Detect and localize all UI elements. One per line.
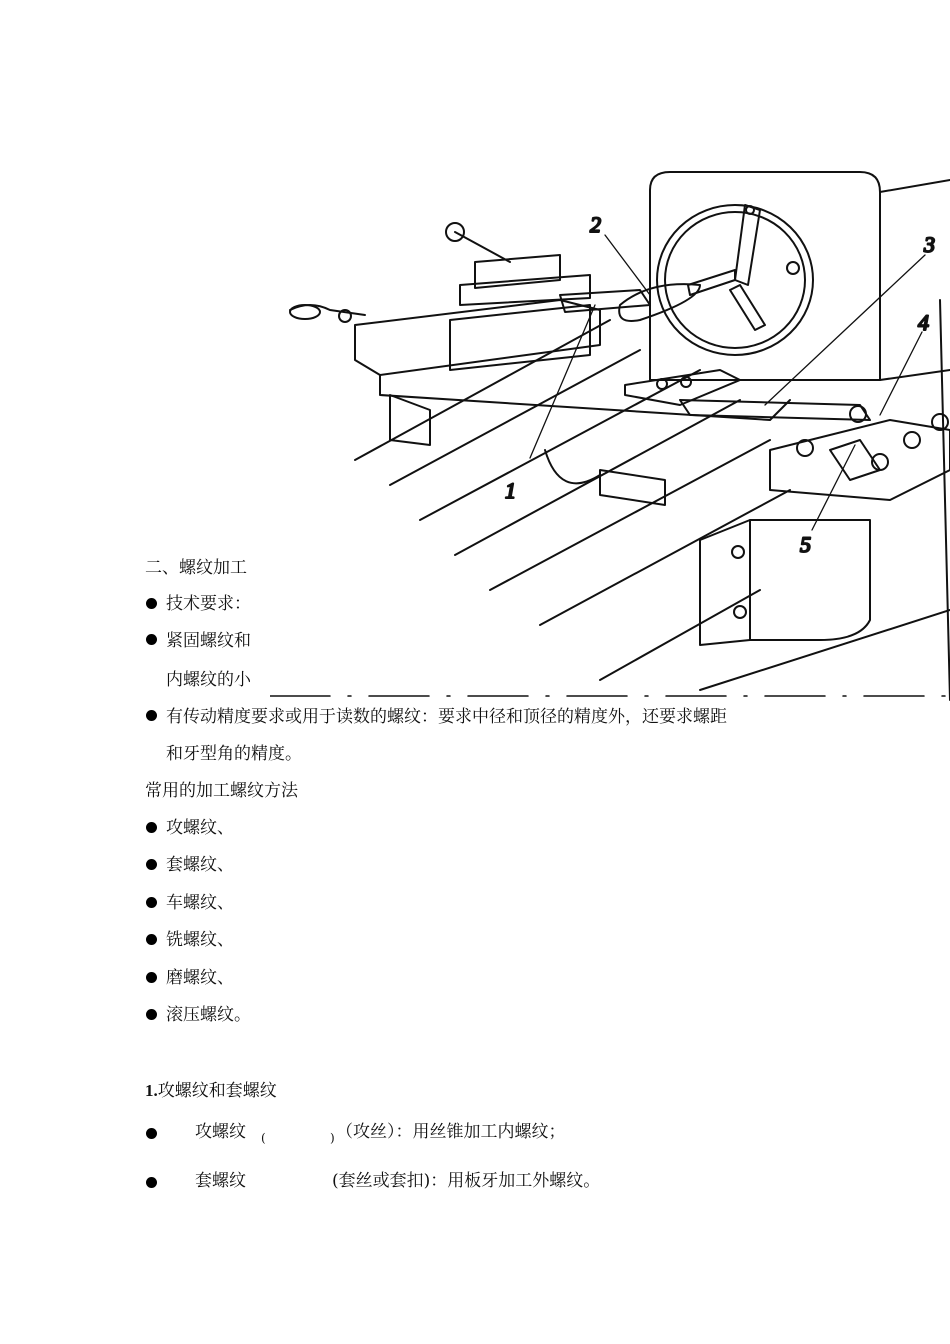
lathe-illustration [270,160,950,705]
cutting-tool [560,284,700,321]
lathe-bed [355,300,950,700]
bullet [146,897,157,908]
callout-1: 1 [505,478,516,503]
die-description: (套丝或套扣)：用板牙加工外螺纹。 [332,1171,601,1191]
subsection-title: 攻螺纹和套螺纹 [157,1081,277,1101]
headstock [650,172,950,380]
callout-5: 5 [800,532,811,557]
requirement-transmission-line1: 有传动精度要求或用于读数的螺纹：要求中径和顶径的精度外，还要求螺距 [166,707,727,727]
bullet [146,934,157,945]
method-item: 套螺纹、 [166,855,234,875]
bullet [146,1009,157,1020]
section-title: 二、螺纹加工 [145,558,247,578]
method-item: 攻螺纹、 [166,818,234,838]
bullet [146,972,157,983]
requirement-transmission-line2: 和牙型角的精度。 [166,744,302,764]
tap-paren-close: ) [330,1131,335,1145]
subsection-number: 1. [145,1081,158,1100]
tap-term: 攻螺纹 [195,1122,246,1142]
bullet [146,1177,157,1188]
stop-block [700,414,950,645]
chuck [657,205,813,355]
bullet [146,859,157,870]
bullet [146,822,157,833]
bullet [146,598,157,609]
bullet [146,710,157,721]
method-item: 铣螺纹、 [166,930,234,950]
lever [625,370,870,422]
carriage [355,275,790,505]
bullet [146,1128,157,1139]
bullet [146,634,157,645]
requirement-fastening-line2: 内螺纹的小 [166,670,251,690]
tap-description: （攻丝）：用丝锥加工内螺纹； [336,1122,566,1142]
requirement-fastening-line1: 紧固螺纹和 [166,631,251,651]
method-item: 滚压螺纹。 [166,1005,251,1025]
tool-post [290,223,560,322]
method-item: 车螺纹、 [166,893,234,913]
callout-4: 4 [918,310,929,335]
tap-paren-open: ( [261,1131,266,1145]
callout-3: 3 [924,232,935,257]
subsection-heading [145,1081,277,1101]
die-term: 套螺纹 [195,1171,246,1191]
methods-heading: 常用的加工螺纹方法 [145,781,298,801]
callout-2: 2 [590,212,601,237]
requirement-heading: 技术要求： [166,594,251,614]
method-item: 磨螺纹、 [166,968,234,988]
